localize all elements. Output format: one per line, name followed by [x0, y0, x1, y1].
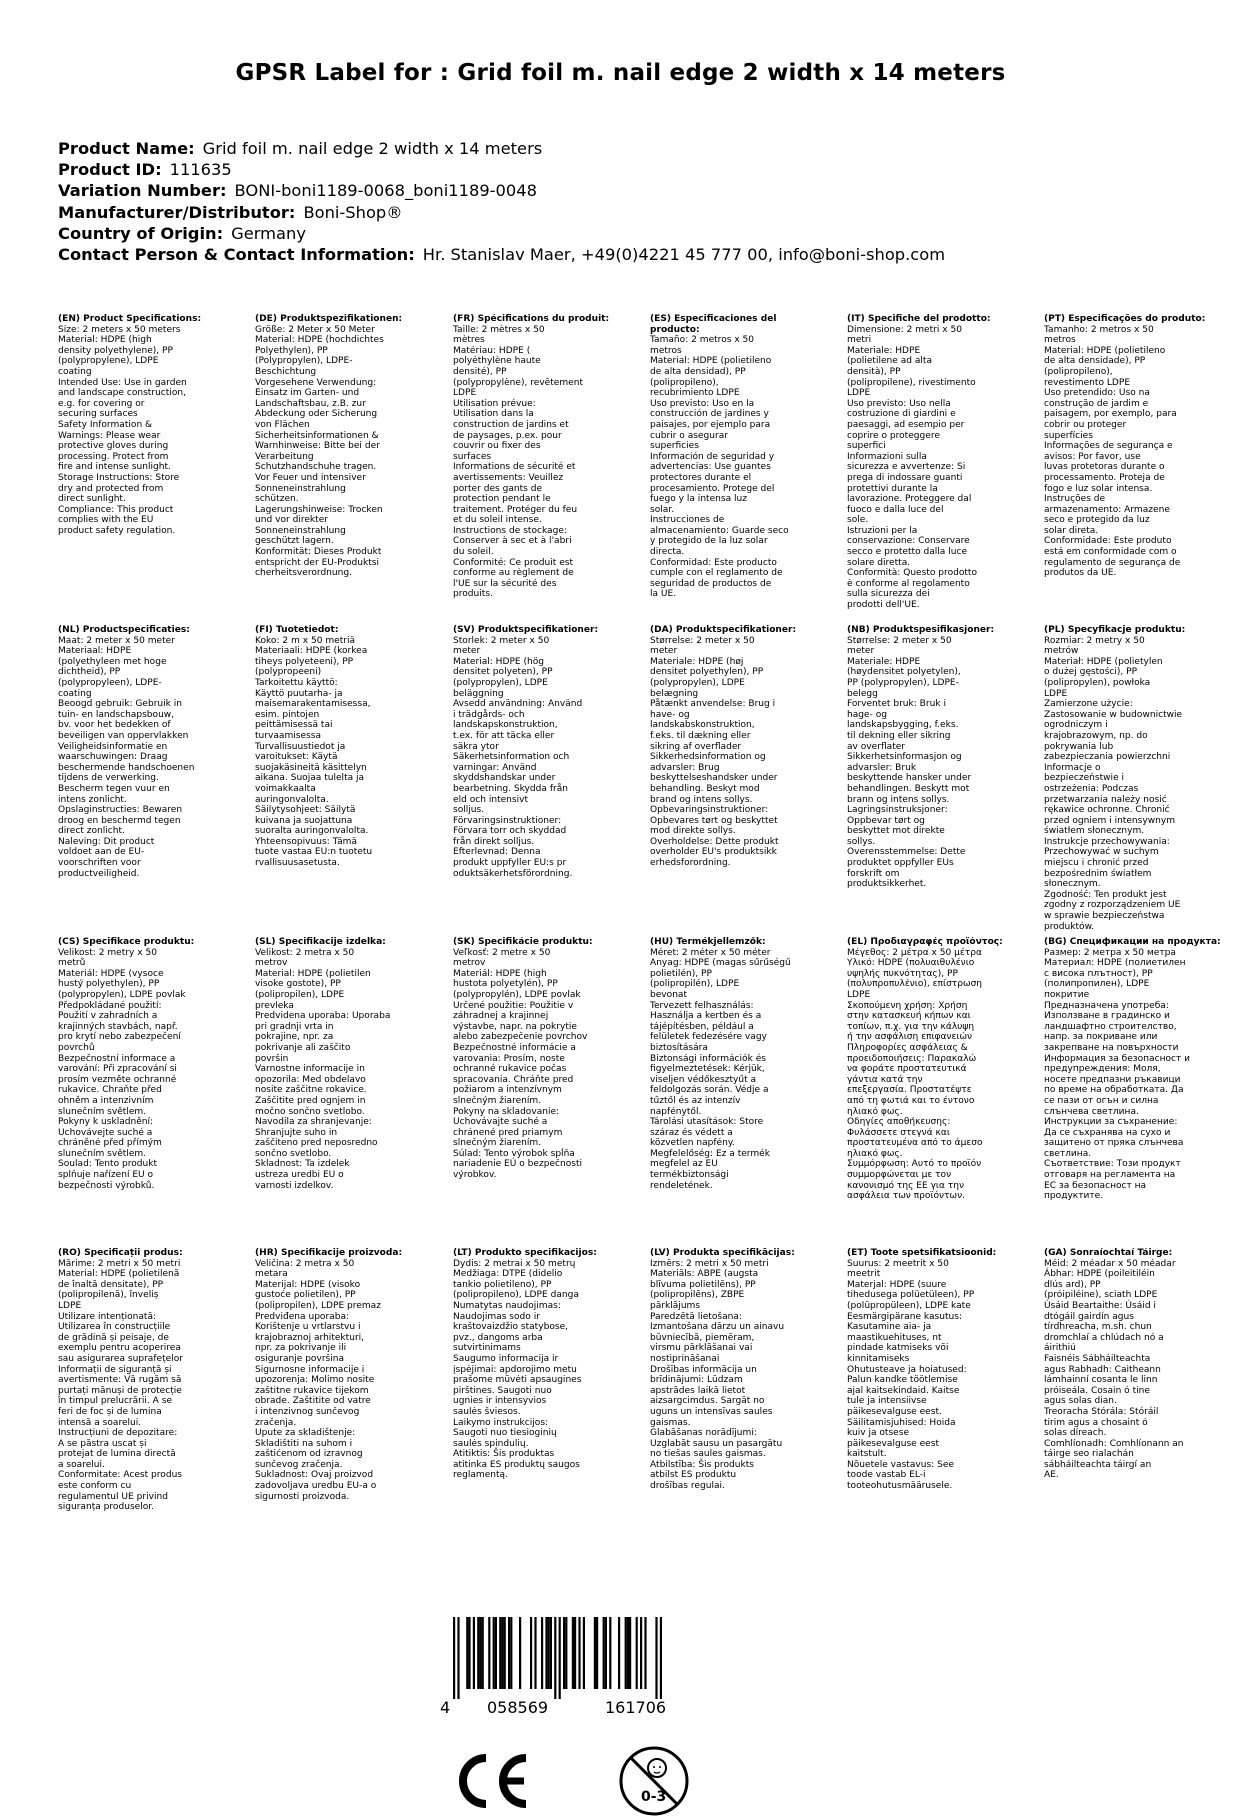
barcode-bar	[488, 1617, 490, 1689]
ean-barcode	[435, 1617, 687, 1699]
barcode-bar	[468, 1617, 470, 1689]
barcode-bar	[550, 1617, 552, 1689]
barcode-bar	[572, 1617, 574, 1689]
barcode-bar	[510, 1617, 512, 1689]
section-bg	[1044, 937, 1236, 1202]
info-country	[58, 223, 1188, 244]
section-heading: (NB) Produktspesifikasjoner:	[847, 625, 995, 635]
section-heading: (SV) Produktspecifikationer:	[453, 625, 599, 635]
section-heading: (DA) Produktspecifikationer:	[650, 625, 797, 635]
section-heading: (NL) Productspecificaties:	[58, 625, 190, 635]
section-heading: (HR) Specifikacije proizvoda:	[255, 1248, 403, 1258]
barcode-bar	[605, 1617, 607, 1689]
barcode-bar	[640, 1617, 642, 1689]
section-body: Größe: 2 Meter x 50 Meter Material: HDPE (hochdichtes Polyethylen), PP (Polypropylen), LDPE- Beschichtung Vorgesehene Verwendung: Einsatz im Garten- und Landschaftsbau, z.B. zur Abdeckung oder Sicherung von Flächen Sicherheitsinformationen & Warnhinweise: Bitte bei der Verarbeitung Schutzhandschuhe tragen. Vor Feuer und intensiver Sonneneinstrahlung schützen. Lagerungshinweise: Trocken und vor direkter Sonneneinstrahlung geschützt lagern. Konformität: Dieses Produkt entspricht der EU-Produktsi cherheitsverordnung.	[255, 324, 384, 579]
section-body: Tamaño: 2 metros x 50 metros Material: HDPE (polietileno de alta densidad), PP (polipropileno), recubrimiento LDPE Uso previsto: Uso en la construcción de jardines y paisajes, por ejemplo para cubrir o asegurar superficies Información de seguridad y advertencias: Use guantes protectores durante el procesamiento. Protege del fuego y la intensa luz solar. Instrucciones de almacenamiento: Guarde seco y protegido de la luz solar directa. Conformidad: Este producto cumple con el reglamento de seguridad de productos de la UE.	[650, 335, 789, 600]
section-body: Μέγεθος: 2 μέτρα x 50 μέτρα Υλικό: HDPE (πολυαιθυλένιο υψηλής πυκνότητας), PP (πολυπροπυλένιο), επίστρωση LDPE Σκοπούμενη χρήση: Χρήση στην κατασκευή κήπων και τοπίων, π.χ. για την κάλυψη ή την ασφάλιση επιφανειών Πληροφορίες ασφάλειας & προειδοποιήσεις: Παρακαλώ να φοράτε προστατευτικά γάντια κατά την επεξεργασία. Προστατέψτε από τη φωτιά και το έντονο ηλιακό φως. Οδηγίες αποθήκευσης: Φυλάσσετε στεγνά και προστατευμένα από το άμεσο ηλιακό φως. Συμμόρφωση: Αυτό το προϊόν συμμορφώνεται με τον κανονισμό της ΕΕ για την ασφάλεια των προϊόντων.	[847, 947, 983, 1202]
section-cs	[58, 937, 234, 1191]
section-fr	[453, 314, 629, 600]
barcode-bar	[548, 1617, 550, 1689]
not-for-children-0-3-icon	[617, 1744, 691, 1818]
section-fi	[255, 625, 431, 869]
section-body: Mărime: 2 metri x 50 metri Material: HDPE (polietilenă de înaltă densitate), PP (polipropilenă), înveliș LDPE Utilizare intenționată: Utilizarea în construcțiile de grădină și peisaje, de exemplu pentru acoperirea sau asigurarea suprafețelor Informații de siguranță și avertismente: Vă rugăm să purtați mănuși de protecție în timpul prelucrării. A se feri de foc și de lumina intensă a soarelui. Instrucțiuni de depozitare: A se păstra uscat și protejat de lumina directă a soarelui. Conformitate: Acest produs este conform cu regulamentul UE privind siguranța produselor.	[58, 1258, 183, 1513]
section-hr	[255, 1248, 431, 1502]
info-value: Boni-Shop®	[303, 202, 403, 222]
section-body: Méret: 2 méter x 50 méter Anyag: HDPE (magas sűrűségű polietilén), PP (polipropilén), LDPE bevonat Tervezett felhasználás: Használja a kertben és a tájépítésben, például a felületek fedezésére vagy biztosítására Biztonsági információk és figyelmeztetések: Kérjük, viseljen védőkesztyűt a feldolgozás során. Védje a tűztől és az intenzív napfénytől. Tárolási utasítások: Store száraz és védett a közvetlen napfény. Megfelelőség: Ez a termék megfelel az EU termékbiztonsági rendeletének.	[650, 947, 791, 1191]
barcode-bar	[466, 1617, 468, 1689]
section-pt	[1044, 314, 1220, 579]
barcode-bar	[627, 1617, 629, 1689]
barcode-bar	[596, 1617, 598, 1689]
info-label: Manufacturer/Distributor:	[58, 202, 296, 222]
section-body: Veľkosť: 2 metre x 50 metrov Materiál: HDPE (high hustota polyetylén), PP (polypropylén), LDPE povlak Určené použitie: Použitie v záhradnej a krajinnej výstavbe, napr. na pokrytie alebo zabezpečenie povrchov Bezpečnostné informácie a varovania: Prosím, noste ochranné rukavice počas spracovania. Chráňte pred požiarom a intenzívnym slnečným žiarením. Pokyny na skladovanie: Uchovávajte suché a chránené pred priamym slnečným žiarením. Súlad: Tento výrobok spĺňa nariadenie EÚ o bezpečnosti výrobkov.	[453, 947, 588, 1181]
barcode-bar	[559, 1617, 561, 1699]
section-nb	[847, 625, 1023, 890]
section-heading: (CS) Specifikace produktu:	[58, 937, 195, 947]
info-value: Germany	[231, 223, 306, 243]
section-pl	[1044, 625, 1220, 932]
info-value: Grid foil m. nail edge 2 width x 14 meters	[202, 139, 543, 158]
section-da	[650, 625, 826, 869]
section-it	[847, 314, 1023, 611]
info-label: Product Name:	[58, 139, 195, 158]
section-body: Størrelse: 2 meter x 50 meter Materiale: HDPE (høydensitet polyetylen), PP (polypropylen), LDPE- belegg Forventet bruk: Bruk i hage- og landskapsbygging, f.eks. til dekning eller sikring av overflater Sikkerhetsinformasjon og advarsler: Bruk beskyttende hansker under behandlingen. Beskytt mot brann og intens sollys. Lagringsinstruksjoner: Oppbevar tørt og beskyttet mot direkte sollys. Overensstemmelse: Dette produktet oppfyller EUs forskrift om produktsikkerhet.	[847, 635, 972, 890]
section-heading: (RO) Specificații produs:	[58, 1248, 183, 1258]
section-heading: (FI) Tuotetiedot:	[255, 625, 339, 635]
barcode-bar	[625, 1617, 627, 1689]
info-label: Country of Origin:	[58, 223, 224, 243]
barcode-bar	[453, 1617, 455, 1699]
section-ro	[58, 1248, 234, 1513]
barcode-bar	[565, 1617, 567, 1689]
section-body: Maat: 2 meter x 50 meter Materiaal: HDPE (polyethyleen met hoge dichtheid), PP (polypropyleen), LDPE- coating Beoogd gebruik: Gebruik in tuin- en landschapsbouw, bv. voor het bedekken of beveiligen van oppervlakken Veiligheidsinformatie en waarschuwingen: Draag beschermende handschoenen tijdens de verwerking. Bescherm tegen vuur en intens zonlicht. Opslaginstructies: Bewaren droog en beschermd tegen direct zonlicht. Naleving: Dit product voldoet aan de EU- voorschriften voor productveiligheid.	[58, 635, 195, 879]
barcode-bar	[603, 1617, 605, 1689]
barcode-bar	[660, 1617, 662, 1699]
barcode-bar	[504, 1617, 506, 1689]
barcode-bar	[508, 1617, 510, 1689]
section-sk	[453, 937, 629, 1181]
info-label: Variation Number:	[58, 181, 227, 201]
info-value: BONI-boni1189-0068_boni1189-0048	[234, 181, 537, 201]
section-heading: (PT) Especificações do produto:	[1044, 314, 1206, 324]
barcode-bar	[501, 1617, 503, 1689]
section-et	[847, 1248, 1023, 1492]
info-value: Hr. Stanislav Maer, +49(0)4221 45 777 00, info@boni-shop.com	[422, 245, 946, 265]
barcode-bar	[530, 1617, 532, 1689]
barcode-bar	[541, 1617, 543, 1689]
info-variation-number	[58, 180, 1188, 201]
barcode-bar	[583, 1617, 585, 1689]
section-ga	[1044, 1248, 1220, 1481]
section-body: Dimensione: 2 metri x 50 metri Materiale: HDPE (polietilene ad alta densità), PP (polipropilene), rivestimento LDPE Uso previsto: Uso nella costruzione di giardini e paesaggi, ad esempio per coprire o proteggere superfici Informazioni sulla sicurezza e avvertenze: Si prega di indossare guanti protettivi durante la lavorazione. Proteggere dal fuoco e dalla luce del sole. Istruzioni per la conservazione: Conservare secco e protetto dalla luce solare diretta. Conformità: Questo prodotto è conforme al regolamento sulla sicurezza dei prodotti dell'UE.	[847, 324, 978, 611]
section-heading: (EN) Product Specifications:	[58, 314, 202, 324]
section-body: Rozmiar: 2 metry x 50 metrów Materiał: HDPE (polietylen o dużej gęstości), PP (polipropylen), powłoka LDPE Zamierzone użycie: Zastosowanie w budownictwie ogrodniczym i krajobrazowym, np. do pokrywania lub zabezpieczania powierzchni Informacje o bezpieczeństwie i ostrzeżenia: Podczas przetwarzania należy nosić rękawice ochronne. Chronić przed ogniem i intensywnym światłem słonecznym. Instrukcje przechowywania: Przechowywać w suchym miejscu i chronić przed bezpośrednim światłem słonecznym. Zgodność: Ten produkt jest zgodny z rozporządzeniem UE w sprawie bezpieczeństwa produktów.	[1044, 635, 1183, 932]
info-product-name	[58, 138, 1188, 159]
barcode-bar	[477, 1617, 479, 1689]
info-product-id	[58, 159, 1188, 180]
section-heading: (SK) Špecifikácie produktu:	[453, 937, 593, 947]
section-body: Taille: 2 mètres x 50 mètres Matériau: HDPE ( polyéthylène haute densité), PP (polypropylène), revêtement LDPE Utilisation prévue: Utilisation dans la construction de jardins et de paysages, p.ex. pour couvrir ou fixer des surfaces Informations de sécurité et avertissements: Veuillez porter des gants de protection pendant le traitement. Protéger du feu et du soleil intense. Instructions de stockage: Conserver à sec et à l'abri du soleil. Conformité: Ce produit est conforme au règlement de l'UE sur la sécurité des produits.	[453, 324, 584, 600]
product-info	[58, 138, 1188, 265]
section-nl	[58, 625, 234, 879]
info-manufacturer	[58, 202, 1188, 223]
section-body: Veličina: 2 metra x 50 metara Materijal: HDPE (visoko gustoće polietilen), PP (polipropilen), LDPE premaz Predviđena uporaba: Korištenje u vrtlarstvu i krajobraznoj arhitekturi, npr. za pokrivanje ili osiguranje površina Sigurnosne informacije i upozorenja: Molimo nosite zaštitne rukavice tijekom obrade. Zaštitite od vatre i intenzivnog sunčevog zračenja. Upute za skladištenje: Skladištiti na suhom i zaštićenom od izravnog sunčevog zračenja. Sukladnost: Ovaj proizvod zadovoljava uredbu EU-a o sigurnosti proizvoda.	[255, 1258, 381, 1502]
section-de	[255, 314, 431, 579]
section-body: Méid: 2 méadar x 50 méadar Ábhar: HDPE (poileitiléin dlús ard), PP (próipiléine), sciath LDPE Úsáid Beartaithe: Úsáid i dtógáil gairdín agus tírdhreacha, m.sh. chun dromchlaí a chlúdach nó a áirithiú Faisnéis Sábháilteachta agus Rabhadh: Caitheann lámhainní cosanta le linn próiseála. Cosain ó tine agus solas dian. Treoracha Stórála: Stóráil tirim agus a chosaint ó solas díreach. Comhlíonadh: Comhlíonann an táirge seo rialachán sábháilteachta táirgí an AE.	[1044, 1258, 1184, 1481]
barcode-bar	[609, 1617, 611, 1689]
section-hu	[650, 937, 826, 1191]
section-heading: (PL) Specyfikacje produktu:	[1044, 625, 1186, 635]
section-es	[650, 314, 826, 600]
barcode-bar	[457, 1617, 459, 1699]
section-body: Størrelse: 2 meter x 50 meter Materiale: HDPE (høj densitet polyethylen), PP (polypropylen), LDPE belægning Påtænkt anvendelse: Brug i have- og landskabskonstruktion, f.eks. til dækning eller sikring af overflader Sikkerhedsinformation og advarsler: Brug beskyttelseshandsker under behandling. Beskyt mod brand og intens sollys. Opbevaringsinstruktioner: Opbevares tørt og beskyttet mod direkte sollys. Overholdelse: Dette produkt overholder EU's produktsikk erhedsforordning.	[650, 635, 779, 869]
barcode-bar	[534, 1617, 536, 1689]
barcode-bar	[618, 1617, 620, 1689]
info-label: Product ID:	[58, 160, 162, 180]
barcode-bar	[479, 1617, 481, 1689]
barcode-bar	[636, 1617, 638, 1689]
barcode-bar	[655, 1617, 657, 1699]
section-body: Storlek: 2 meter x 50 meter Material: HDPE (hög densitet polyeten), PP (polypropylen), LDPE beläggning Avsedd användning: Använd i trädgårds- och landskapskonstruktion, t.ex. för att täcka eller säkra ytor Säkerhetsinformation och varningar: Använd skyddshandskar under bearbetning. Skydda från eld och intensivt solljus. Förvaringsinstruktioner: Förvara torr och skyddad från direkt solljus. Efterlevnad: Denna produkt uppfyller EU:s pr oduktsäkerhetsförordning.	[453, 635, 583, 879]
section-body: Koko: 2 m x 50 metriä Materiaali: HDPE (korkea tiheys polyeteeni), PP (polypropeeni) Tarkoitettu käyttö: Käyttö puutarha- ja maisemarakentamisessa, esim. pintojen peittämisessä tai turvaamisessa Turvallisuustiedot ja varoitukset: Käytä suojakäsineitä käsittelyn aikana. Suojaa tulelta ja voimakkaalta auringonvalolta. Säilytysohjeet: Säilytä kuivana ja suojattuna suoralta auringonvalolta. Yhteensopivuus: Tämä tuote vastaa EU:n tuotetu rvallisuusasetusta.	[255, 635, 373, 869]
section-heading: (SL) Specifikacije izdelka:	[255, 937, 386, 947]
barcode-bar	[578, 1617, 580, 1689]
section-body: Размер: 2 метра x 50 метра Материал: HDPE (полиетилен с висока плътност), PP (полипропилен), LDPE покритие Предназначена употреба: Използване в градинско и ландшафтно строителство, напр. за покриване или закрепване на повърхности Информация за безопасност и предупреждения: Моля, носете предпазни ръкавици по време на обработката. Да се пази от огън и силна слънчева светлина. Инструкции за съхранение: Да се съхранява на сухо и защитено от пряка слънчева светлина. Съответствие: Този продукт отговаря на регламента на ЕС за безопасност на продуктите.	[1044, 947, 1191, 1202]
barcode-bar	[473, 1617, 475, 1689]
section-heading: (FR) Spécifications du produit:	[453, 314, 610, 324]
section-body: Velikost: 2 metry x 50 metrů Materiál: HDPE (vysoce hustý polyethylen), PP (polypropylen), LDPE povlak Předpokládané použití: Použití v zahradních a krajinných stavbách, např. pro krytí nebo zabezpečení povrchů Bezpečnostní informace a varování: Při zpracování si prosím vezměte ochranné rukavice. Chraňte před ohněm a intenzivním slunečním světlem. Pokyny k uskladnění: Uchovávejte suché a chráněné před přímým slunečním světlem. Soulad: Tento produkt splňuje nařízení EU o bezpečnosti výrobků.	[58, 947, 186, 1191]
section-sv	[453, 625, 629, 879]
section-heading: (BG) Спецификации на продукта:	[1044, 937, 1221, 947]
ce-mark-icon	[454, 1752, 532, 1810]
section-body: Tamanho: 2 metros x 50 metros Material: HDPE (polietileno de alta densidade), PP (polipropileno), revestimento LDPE Uso pretendido: Uso na construção de jardim e paisagem, por exemplo, para cobrir ou proteger superfícies Informações de segurança e avisos: Por favor, use luvas protetoras durante o processamento. Proteja de fogo e luz solar intensa. Instruções de armazenamento: Armazene seco e protegido da luz solar direta. Conformidade: Este produto está em conformidade com o regulamento de segurança de produtos da UE.	[1044, 324, 1181, 579]
section-heading: (DE) Produktspezifikationen:	[255, 314, 403, 324]
section-heading: (LV) Produkta specifikācijas:	[650, 1248, 795, 1258]
info-value: 111635	[169, 160, 232, 180]
barcode-bar	[574, 1617, 576, 1689]
section-el	[847, 937, 1023, 1202]
section-body: Izmērs: 2 metri x 50 metri Materiāls: ABPE (augsta blīvuma polietilēns), PP (polipropilēns), ZBPE pārklājums Paredzētā lietošana: Izmantošana dārzu un ainavu būvniecībā, piemēram, virsmu pārklāšanai vai nostiprināšanai Drošības informācija un brīdinājumi: Lūdzam apstrādes laikā lietot aizsargcimdus. Sargāt no uguns un intensīvas saules gaismas. Glabāšanas norādījumi: Uzglabāt sausu un pasargātu no tiešas saules gaismas. Atbilstība: Šis produkts atbilst ES produktu drošības regulai.	[650, 1258, 785, 1492]
barcode-bar	[493, 1617, 495, 1689]
age-label: 0-3	[641, 1789, 667, 1805]
info-contact	[58, 244, 1188, 265]
barcode-bar	[629, 1617, 631, 1689]
section-heading: (EL) Προδιαγραφές προϊόντος:	[847, 937, 1003, 947]
barcode-bar	[594, 1617, 596, 1689]
section-body: Velikost: 2 metra x 50 metrov Material: HDPE (polietilen visoke gostote), PP (polipropilen), LDPE prevleka Predvidena uporaba: Uporaba pri gradnji vrta in pokrajine, npr. za pokrivanje ali zaščito površin Varnostne informacije in opozorila: Med obdelavo nosite zaščitne rokavice. Zaščitite pred ognjem in močno sončno svetlobo. Navodila za shranjevanje: Shranjujte suho in zaščiteno pred neposredno sončno svetlobo. Skladnost: Ta izdelek ustreza uredbi EU o varnosti izdelkov.	[255, 947, 391, 1191]
section-body: Dydis: 2 metrai x 50 metrų Medžiaga: DTPE (didelio tankio polietileno), PP (polipropileno), LDPE danga Numatytas naudojimas: Naudojimas sodo ir kraštovaizdžio statybose, pvz., dangoms arba sutvirtinimams Saugumo informacija ir įspėjimai: apdorojimo metu prašome mūvėti apsaugines pirštines. Saugoti nuo ugnies ir intensyvios saulės šviesos. Laikymo instrukcijos: Saugoti nuo tiesioginių saulės spindulių. Atitiktis: Šis produktas atitinka ES produktų saugos reglamentą.	[453, 1258, 582, 1481]
section-heading: (IT) Specifiche del prodotto:	[847, 314, 991, 324]
section-sl	[255, 937, 431, 1191]
barcode-bar	[499, 1617, 501, 1689]
section-en	[58, 314, 234, 536]
barcode-digits-left: 058569	[487, 1698, 549, 1717]
section-heading: (LT) Produkto specifikacijos:	[453, 1248, 597, 1258]
section-lt	[453, 1248, 629, 1481]
section-lv	[650, 1248, 826, 1492]
section-heading: (GA) Sonraíochtaí Táirge:	[1044, 1248, 1173, 1258]
section-heading: (ES) Especificaciones del producto:	[650, 314, 780, 335]
barcode-bar	[644, 1617, 646, 1689]
section-heading: (ET) Toote spetsifikatsioonid:	[847, 1248, 997, 1258]
barcode-bar	[545, 1617, 547, 1689]
info-label: Contact Person & Contact Information:	[58, 245, 415, 265]
barcode-bar	[482, 1617, 484, 1689]
barcode-bar	[495, 1617, 497, 1689]
barcode-bar	[519, 1617, 521, 1689]
barcode-bar	[563, 1617, 565, 1689]
page-title: GPSR Label for : Grid foil m. nail edge 2 width x 14 meters	[235, 60, 1006, 86]
barcode-digit-first: 4	[440, 1698, 451, 1717]
barcode-digits-right: 161706	[605, 1698, 667, 1717]
section-heading: (HU) Termékjellemzők:	[650, 937, 766, 947]
section-body: Size: 2 meters x 50 meters Material: HDPE (high density polyethylene), PP (polypropylene), LDPE coating Intended Use: Use in garden and landscape construction, e.g. for covering or securing surfaces Safety Information & Warnings: Please wear protective gloves during processing. Protect from fire and intense sunlight. Storage Instructions: Store dry and protected from direct sunlight. Compliance: This product complies with the EU product safety regulation.	[58, 324, 187, 536]
section-body: Suurus: 2 meetrit x 50 meetrit Materjal: HDPE (suure tihedusega polüetüleen), PP (polüpropüleen), LDPE kate Eesmärgipärane kasutus: Kasutamine aia- ja maastikuehituses, nt pindade katmiseks või kinnitamiseks Ohutusteave ja hoiatused: Palun kandke töötlemise ajal kaitsekindaid. Kaitse tule ja intensiivse päikesevalguse eest. Säilitamisjuhised: Hoida kuiv ja otsese päikesevalguse eest kaitstult. Nõuetele vastavus: See toode vastab EL-i tooteohutusmäärusele.	[847, 1258, 975, 1492]
barcode-bar	[554, 1617, 556, 1699]
